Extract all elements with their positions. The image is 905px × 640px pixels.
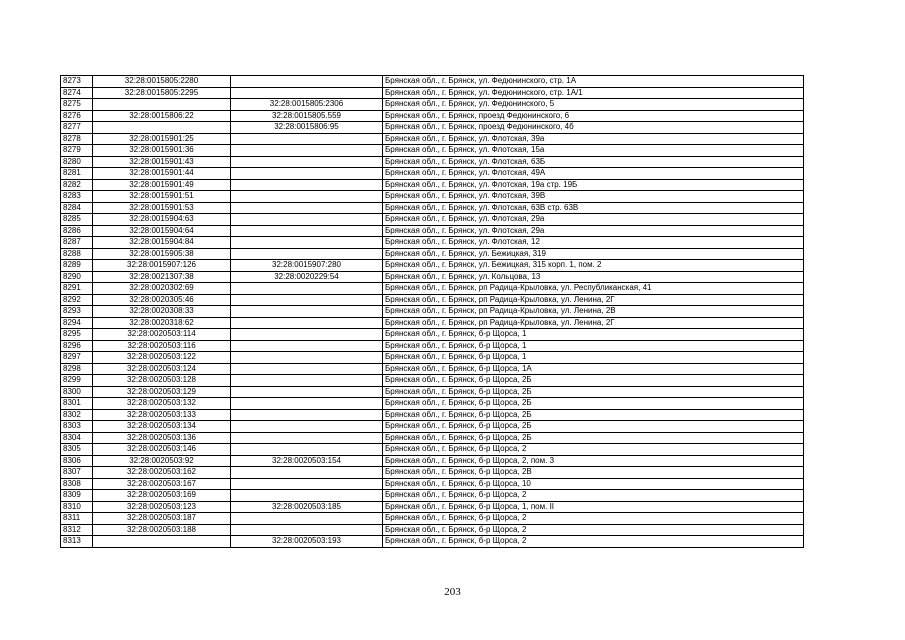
address-cell: Брянская обл., г. Брянск, ул. Флотская, 29а xyxy=(383,225,804,237)
table-row xyxy=(61,432,804,444)
address-cell: Брянская обл., г. Брянск, ул. Бежицкая, 319 xyxy=(383,248,804,260)
cadastral-number-cell: 32:28:0020503:146 xyxy=(93,444,231,456)
related-cadastral-number-cell xyxy=(231,87,383,99)
address-cell: Брянская обл., г. Брянск, ул. Федюнинского, стр. 1А/1 xyxy=(383,87,804,99)
related-cadastral-number-cell: 32:28:0020229:54 xyxy=(231,271,383,283)
related-cadastral-number-cell xyxy=(231,168,383,180)
table-row xyxy=(61,225,804,237)
row-number-cell: 8285 xyxy=(61,214,93,226)
cadastral-number-cell: 32:28:0015901:25 xyxy=(93,133,231,145)
table-row xyxy=(61,99,804,111)
related-cadastral-number-cell xyxy=(231,513,383,525)
address-cell: Брянская обл., г. Брянск, рп Радица-Крыловка, ул. Ленина, 2В xyxy=(383,306,804,318)
cadastral-number-cell: 32:28:0020503:167 xyxy=(93,478,231,490)
related-cadastral-number-cell xyxy=(231,409,383,421)
related-cadastral-number-cell xyxy=(231,352,383,364)
table-row xyxy=(61,467,804,479)
cadastral-number-cell: 32:28:0015805:2280 xyxy=(93,76,231,88)
address-cell: Брянская обл., г. Брянск, б-р Щорса, 2Б xyxy=(383,386,804,398)
related-cadastral-number-cell xyxy=(231,214,383,226)
cadastral-number-cell: 32:28:0015905:38 xyxy=(93,248,231,260)
related-cadastral-number-cell xyxy=(231,398,383,410)
row-number-cell: 8301 xyxy=(61,398,93,410)
table-row xyxy=(61,110,804,122)
cadastral-number-cell: 32:28:0020503:92 xyxy=(93,455,231,467)
row-number-cell: 8296 xyxy=(61,340,93,352)
cadastral-number-cell xyxy=(93,536,231,548)
address-cell: Брянская обл., г. Брянск, б-р Щорса, 2, пом. 3 xyxy=(383,455,804,467)
row-number-cell: 8306 xyxy=(61,455,93,467)
related-cadastral-number-cell xyxy=(231,363,383,375)
related-cadastral-number-cell xyxy=(231,329,383,341)
cadastral-number-cell: 32:28:0020503:187 xyxy=(93,513,231,525)
table-row xyxy=(61,317,804,329)
cadastral-number-cell: 32:28:0015904:63 xyxy=(93,214,231,226)
table-row xyxy=(61,76,804,88)
address-cell: Брянская обл., г. Брянск, б-р Щорса, 1 xyxy=(383,329,804,341)
cadastral-number-cell: 32:28:0020503:133 xyxy=(93,409,231,421)
related-cadastral-number-cell xyxy=(231,76,383,88)
table-row xyxy=(61,329,804,341)
cadastral-number-cell: 32:28:0020308:33 xyxy=(93,306,231,318)
table-row xyxy=(61,133,804,145)
row-number-cell: 8312 xyxy=(61,524,93,536)
related-cadastral-number-cell xyxy=(231,191,383,203)
related-cadastral-number-cell: 32:28:0015806:95 xyxy=(231,122,383,134)
table-row xyxy=(61,524,804,536)
cadastral-number-cell: 32:28:0015904:84 xyxy=(93,237,231,249)
address-cell: Брянская обл., г. Брянск, ул. Флотская, 39а xyxy=(383,133,804,145)
table-row xyxy=(61,214,804,226)
cadastral-number-cell xyxy=(93,122,231,134)
row-number-cell: 8308 xyxy=(61,478,93,490)
table-row xyxy=(61,191,804,203)
address-cell: Брянская обл., г. Брянск, б-р Щорса, 2 xyxy=(383,513,804,525)
address-cell: Брянская обл., г. Брянск, б-р Щорса, 2Б xyxy=(383,375,804,387)
row-number-cell: 8302 xyxy=(61,409,93,421)
cadastral-number-cell: 32:28:0020503:124 xyxy=(93,363,231,375)
cadastral-number-cell: 32:28:0021307:38 xyxy=(93,271,231,283)
related-cadastral-number-cell xyxy=(231,340,383,352)
table-row xyxy=(61,237,804,249)
cadastral-number-cell: 32:28:0020503:136 xyxy=(93,432,231,444)
row-number-cell: 8287 xyxy=(61,237,93,249)
row-number-cell: 8307 xyxy=(61,467,93,479)
cadastral-number-cell: 32:28:0020503:132 xyxy=(93,398,231,410)
cadastral-number-cell: 32:28:0015901:53 xyxy=(93,202,231,214)
address-cell: Брянская обл., г. Брянск, ул. Флотская, 19а стр. 19Б xyxy=(383,179,804,191)
table-row xyxy=(61,122,804,134)
row-number-cell: 8276 xyxy=(61,110,93,122)
cadastral-number-cell: 32:28:0015904:64 xyxy=(93,225,231,237)
cadastral-number-cell: 32:28:0015901:51 xyxy=(93,191,231,203)
row-number-cell: 8281 xyxy=(61,168,93,180)
cadastral-number-cell: 32:28:0020503:134 xyxy=(93,421,231,433)
cadastral-number-cell: 32:28:0015907:126 xyxy=(93,260,231,272)
table-row xyxy=(61,421,804,433)
address-cell: Брянская обл., г. Брянск, б-р Щорса, 1, пом. II xyxy=(383,501,804,513)
table-row xyxy=(61,455,804,467)
address-cell: Брянская обл., г. Брянск, б-р Щорса, 2 xyxy=(383,490,804,502)
table-row xyxy=(61,363,804,375)
cadastral-number-cell: 32:28:0015901:49 xyxy=(93,179,231,191)
row-number-cell: 8303 xyxy=(61,421,93,433)
address-cell: Брянская обл., г. Брянск, б-р Щорса, 2Б xyxy=(383,409,804,421)
row-number-cell: 8294 xyxy=(61,317,93,329)
related-cadastral-number-cell xyxy=(231,375,383,387)
row-number-cell: 8283 xyxy=(61,191,93,203)
row-number-cell: 8273 xyxy=(61,76,93,88)
related-cadastral-number-cell xyxy=(231,225,383,237)
table-row xyxy=(61,478,804,490)
row-number-cell: 8282 xyxy=(61,179,93,191)
address-cell: Брянская обл., г. Брянск, рп Радица-Крыловка, ул. Ленина, 2Г xyxy=(383,317,804,329)
row-number-cell: 8309 xyxy=(61,490,93,502)
address-cell: Брянская обл., г. Брянск, б-р Щорса, 2Б xyxy=(383,421,804,433)
table-row xyxy=(61,409,804,421)
address-cell: Брянская обл., г. Брянск, проезд Федюнинского, 6 xyxy=(383,110,804,122)
cadastral-number-cell: 32:28:0020302:69 xyxy=(93,283,231,295)
related-cadastral-number-cell xyxy=(231,133,383,145)
related-cadastral-number-cell: 32:28:0020503:185 xyxy=(231,501,383,513)
row-number-cell: 8288 xyxy=(61,248,93,260)
table-row xyxy=(61,156,804,168)
table-row xyxy=(61,202,804,214)
table-row xyxy=(61,248,804,260)
related-cadastral-number-cell xyxy=(231,421,383,433)
related-cadastral-number-cell xyxy=(231,179,383,191)
related-cadastral-number-cell xyxy=(231,317,383,329)
table-row xyxy=(61,283,804,295)
row-number-cell: 8300 xyxy=(61,386,93,398)
table-row xyxy=(61,87,804,99)
related-cadastral-number-cell xyxy=(231,156,383,168)
row-number-cell: 8284 xyxy=(61,202,93,214)
table-row xyxy=(61,352,804,364)
address-cell: Брянская обл., г. Брянск, рп Радица-Крыловка, ул. Ленина, 2Г xyxy=(383,294,804,306)
row-number-cell: 8310 xyxy=(61,501,93,513)
row-number-cell: 8286 xyxy=(61,225,93,237)
related-cadastral-number-cell: 32:28:0015805.559 xyxy=(231,110,383,122)
address-cell: Брянская обл., г. Брянск, б-р Щорса, 2Б xyxy=(383,432,804,444)
related-cadastral-number-cell xyxy=(231,145,383,157)
table-row xyxy=(61,306,804,318)
page-number: 203 xyxy=(444,586,461,598)
table-row xyxy=(61,536,804,548)
address-cell: Брянская обл., г. Брянск, ул. Федюнинского, 5 xyxy=(383,99,804,111)
cadastral-number-cell: 32:28:0020503:114 xyxy=(93,329,231,341)
registry-table-body xyxy=(61,76,804,548)
row-number-cell: 8304 xyxy=(61,432,93,444)
row-number-cell: 8299 xyxy=(61,375,93,387)
cadastral-number-cell: 32:28:0020318:62 xyxy=(93,317,231,329)
related-cadastral-number-cell xyxy=(231,248,383,260)
table-row xyxy=(61,340,804,352)
row-number-cell: 8279 xyxy=(61,145,93,157)
address-cell: Брянская обл., г. Брянск, ул. Флотская, 49А xyxy=(383,168,804,180)
row-number-cell: 8313 xyxy=(61,536,93,548)
table-row xyxy=(61,375,804,387)
row-number-cell: 8311 xyxy=(61,513,93,525)
address-cell: Брянская обл., г. Брянск, ул. Флотская, 63В стр. 63В xyxy=(383,202,804,214)
row-number-cell: 8278 xyxy=(61,133,93,145)
row-number-cell: 8295 xyxy=(61,329,93,341)
table-row xyxy=(61,501,804,513)
related-cadastral-number-cell xyxy=(231,294,383,306)
related-cadastral-number-cell xyxy=(231,386,383,398)
cadastral-number-cell: 32:28:0020503:169 xyxy=(93,490,231,502)
row-number-cell: 8291 xyxy=(61,283,93,295)
cadastral-number-cell: 32:28:0020503:162 xyxy=(93,467,231,479)
cadastral-number-cell: 32:28:0020503:188 xyxy=(93,524,231,536)
table-row xyxy=(61,145,804,157)
address-cell: Брянская обл., г. Брянск, б-р Щорса, 2Б xyxy=(383,398,804,410)
address-cell: Брянская обл., г. Брянск, б-р Щорса, 2 xyxy=(383,524,804,536)
related-cadastral-number-cell xyxy=(231,490,383,502)
row-number-cell: 8297 xyxy=(61,352,93,364)
related-cadastral-number-cell xyxy=(231,283,383,295)
related-cadastral-number-cell xyxy=(231,478,383,490)
address-cell: Брянская обл., г. Брянск, б-р Щорса, 1 xyxy=(383,352,804,364)
address-cell: Брянская обл., г. Брянск, ул. Кольцова, 13 xyxy=(383,271,804,283)
related-cadastral-number-cell xyxy=(231,524,383,536)
row-number-cell: 8298 xyxy=(61,363,93,375)
table-row xyxy=(61,386,804,398)
cadastral-number-cell: 32:28:0020503:123 xyxy=(93,501,231,513)
table-row xyxy=(61,260,804,272)
related-cadastral-number-cell xyxy=(231,202,383,214)
cadastral-number-cell xyxy=(93,99,231,111)
cadastral-number-cell: 32:28:0015805:2295 xyxy=(93,87,231,99)
related-cadastral-number-cell xyxy=(231,444,383,456)
cadastral-number-cell: 32:28:0015901:44 xyxy=(93,168,231,180)
table-row xyxy=(61,490,804,502)
table-row xyxy=(61,168,804,180)
address-cell: Брянская обл., г. Брянск, б-р Щорса, 2 xyxy=(383,536,804,548)
address-cell: Брянская обл., г. Брянск, ул. Флотская, 39В xyxy=(383,191,804,203)
table-row xyxy=(61,271,804,283)
address-cell: Брянская обл., г. Брянск, ул. Флотская, 15а xyxy=(383,145,804,157)
row-number-cell: 8293 xyxy=(61,306,93,318)
related-cadastral-number-cell xyxy=(231,237,383,249)
table-row xyxy=(61,294,804,306)
address-cell: Брянская обл., г. Брянск, проезд Федюнинского, 4б xyxy=(383,122,804,134)
address-cell: Брянская обл., г. Брянск, рп Радица-Крыловка, ул. Республиканская, 41 xyxy=(383,283,804,295)
related-cadastral-number-cell: 32:28:0020503:193 xyxy=(231,536,383,548)
related-cadastral-number-cell: 32:28:0015907:280 xyxy=(231,260,383,272)
table-row xyxy=(61,398,804,410)
related-cadastral-number-cell xyxy=(231,306,383,318)
related-cadastral-number-cell xyxy=(231,432,383,444)
cadastral-number-cell: 32:28:0015901:36 xyxy=(93,145,231,157)
row-number-cell: 8290 xyxy=(61,271,93,283)
cadastral-number-cell: 32:28:0020503:122 xyxy=(93,352,231,364)
row-number-cell: 8277 xyxy=(61,122,93,134)
address-cell: Брянская обл., г. Брянск, б-р Щорса, 1А xyxy=(383,363,804,375)
address-cell: Брянская обл., г. Брянск, б-р Щорса, 10 xyxy=(383,478,804,490)
related-cadastral-number-cell xyxy=(231,467,383,479)
cadastral-number-cell: 32:28:0020503:129 xyxy=(93,386,231,398)
row-number-cell: 8280 xyxy=(61,156,93,168)
table-row xyxy=(61,444,804,456)
registry-table xyxy=(60,75,804,548)
row-number-cell: 8275 xyxy=(61,99,93,111)
cadastral-number-cell: 32:28:0020503:128 xyxy=(93,375,231,387)
cadastral-number-cell: 32:28:0015806:22 xyxy=(93,110,231,122)
address-cell: Брянская обл., г. Брянск, ул. Бежицкая, 315 корп. 1, пом. 2 xyxy=(383,260,804,272)
address-cell: Брянская обл., г. Брянск, б-р Щорса, 1 xyxy=(383,340,804,352)
address-cell: Брянская обл., г. Брянск, ул. Флотская, 63Б xyxy=(383,156,804,168)
address-cell: Брянская обл., г. Брянск, ул. Флотская, 29а xyxy=(383,214,804,226)
cadastral-number-cell: 32:28:0020503:116 xyxy=(93,340,231,352)
row-number-cell: 8274 xyxy=(61,87,93,99)
row-number-cell: 8292 xyxy=(61,294,93,306)
table-row xyxy=(61,179,804,191)
related-cadastral-number-cell: 32:28:0015805:2306 xyxy=(231,99,383,111)
row-number-cell: 8305 xyxy=(61,444,93,456)
cadastral-number-cell: 32:28:0015901:43 xyxy=(93,156,231,168)
address-cell: Брянская обл., г. Брянск, б-р Щорса, 2В xyxy=(383,467,804,479)
row-number-cell: 8289 xyxy=(61,260,93,272)
address-cell: Брянская обл., г. Брянск, ул. Федюнинского, стр. 1А xyxy=(383,76,804,88)
cadastral-number-cell: 32:28:0020305:46 xyxy=(93,294,231,306)
address-cell: Брянская обл., г. Брянск, б-р Щорса, 2 xyxy=(383,444,804,456)
table-row xyxy=(61,513,804,525)
address-cell: Брянская обл., г. Брянск, ул. Флотская, 12 xyxy=(383,237,804,249)
related-cadastral-number-cell: 32:28:0020503:154 xyxy=(231,455,383,467)
